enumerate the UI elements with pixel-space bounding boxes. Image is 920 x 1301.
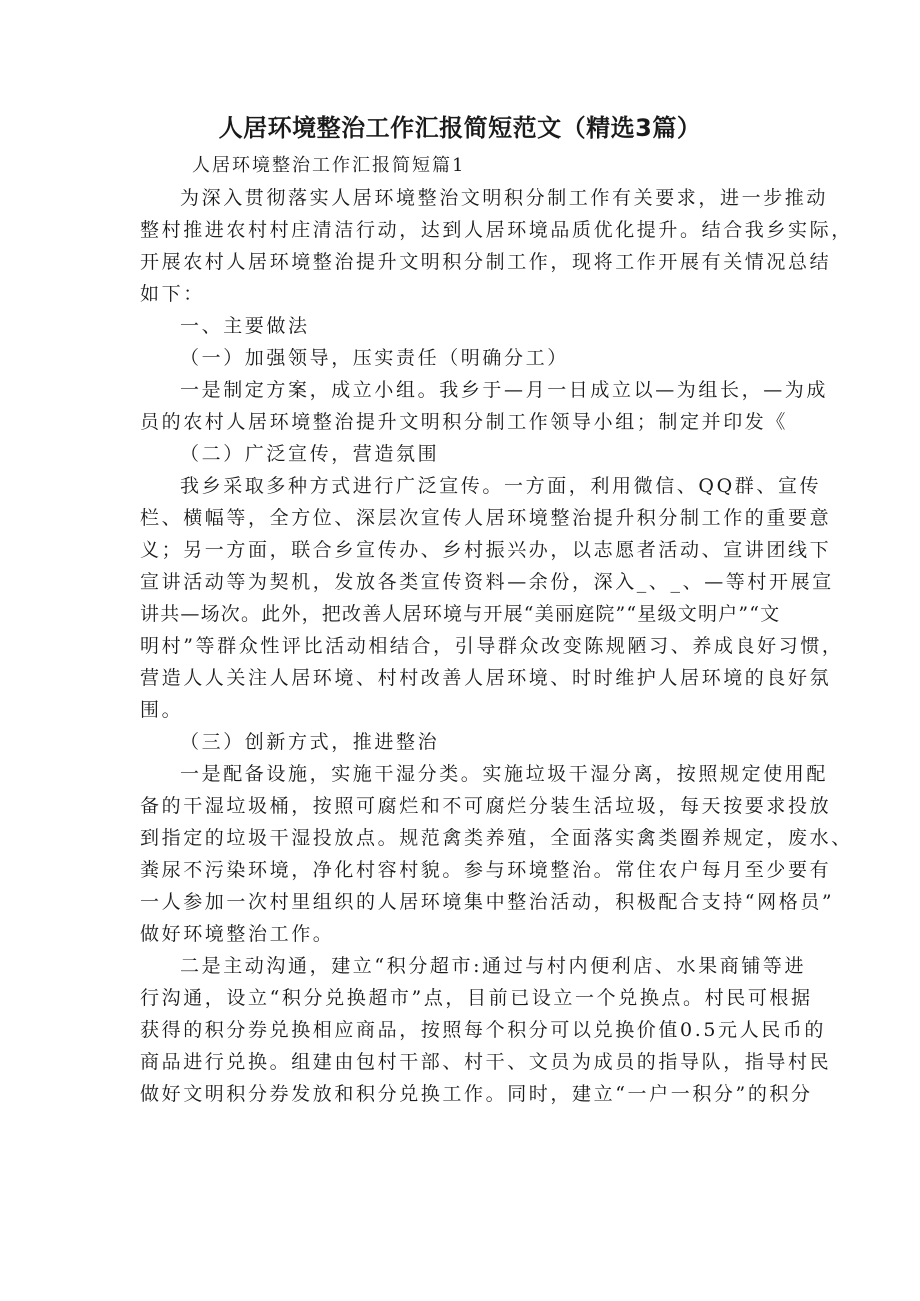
paragraph-line: 如下： bbox=[140, 283, 205, 305]
paragraph-line: 明村”等群众性评比活动相结合，引导群众改变陈规陋习、养成良好习惯， bbox=[140, 635, 844, 657]
paragraph-line: 员的农村人居环境整治提升文明积分制工作领导小组；制定并印发《 bbox=[140, 411, 789, 433]
document-body bbox=[140, 150, 853, 1110]
subsection-heading: （二）广泛宣传，营造氛围 bbox=[180, 443, 440, 465]
paragraph-line: 商品进行兑换。组建由包村干部、村干、文员为成员的指导队，指导村民 bbox=[140, 1051, 832, 1073]
paragraph-line: 做好环境整治工作。 bbox=[140, 923, 335, 945]
paragraph-line: 行沟通，设立“积分兑换超市”点，目前已设立一个兑换点。村民可根据 bbox=[140, 987, 813, 1009]
paragraph-line: 宣讲活动等为契机，发放各类宣传资料—余份，深入_、_、—等村开展宣 bbox=[140, 571, 834, 593]
paragraph-line: 到指定的垃圾干湿投放点。规范禽类养殖，全面落实禽类圈养规定，废水、 bbox=[140, 827, 853, 849]
paragraph-line: 开展农村人居环境整治提升文明积分制工作，现将工作开展有关情况总结 bbox=[140, 251, 832, 273]
paragraph-line: 获得的积分券兑换相应商品，按照每个积分可以兑换价值0.5元人民币的 bbox=[140, 1019, 827, 1041]
paragraph-line: 二是主动沟通，建立“积分超市:通过与村内便利店、水果商铺等进 bbox=[180, 955, 807, 977]
paragraph-line: 围。 bbox=[140, 699, 184, 721]
section-heading: 一、主要做法 bbox=[180, 315, 310, 337]
paragraph-line: 我乡采取多种方式进行广泛宣传。一方面，利用微信、QQ群、宣传 bbox=[180, 475, 822, 497]
paragraph-line: 粪尿不污染环境，净化村容村貌。参与环境整治。常住农户每月至少要有 bbox=[140, 859, 832, 881]
paragraph-line: 义；另一方面，联合乡宣传办、乡村振兴办，以志愿者活动、宣讲团线下 bbox=[140, 539, 832, 561]
document-title: 人居环境整治工作汇报简短范文（精选3篇） bbox=[218, 114, 702, 142]
paragraph-line: 栏、横幅等，全方位、深层次宣传人居环境整治提升积分制工作的重要意 bbox=[140, 507, 832, 529]
subsection-heading: （三）创新方式，推进整治 bbox=[180, 731, 440, 753]
paragraph-line: 一人参加一次村里组织的人居环境集中整治活动，积极配合支持“网格员” bbox=[140, 891, 835, 913]
paragraph-line: 整村推进农村村庄清洁行动，达到人居环境品质优化提升。结合我乡实际， bbox=[140, 219, 853, 241]
section-subtitle: 人居环境整治工作汇报简短篇1 bbox=[192, 155, 466, 176]
paragraph-line: 营造人人关注人居环境、村村改善人居环境、时时维护人居环境的良好氛 bbox=[140, 667, 832, 689]
paragraph-line: 为深入贯彻落实人居环境整治文明积分制工作有关要求，进一步推动 bbox=[180, 187, 829, 209]
paragraph-line: 备的干湿垃圾桶，按照可腐烂和不可腐烂分装生活垃圾，每天按要求投放 bbox=[140, 795, 832, 817]
paragraph-line: 一是制定方案，成立小组。我乡于—月一日成立以—为组长，—为成 bbox=[180, 379, 829, 401]
paragraph-line: 做好文明积分券发放和积分兑换工作。同时，建立“一户一积分”的积分 bbox=[140, 1083, 813, 1105]
paragraph-line: 一是配备设施，实施干湿分类。实施垃圾干湿分离，按照规定使用配 bbox=[180, 763, 829, 785]
subsection-heading: （一）加强领导，压实责任（明确分工） bbox=[180, 347, 569, 369]
paragraph-line: 讲共—场次。此外，把改善人居环境与开展“美丽庭院”“星级文明户”“文 bbox=[140, 603, 781, 625]
